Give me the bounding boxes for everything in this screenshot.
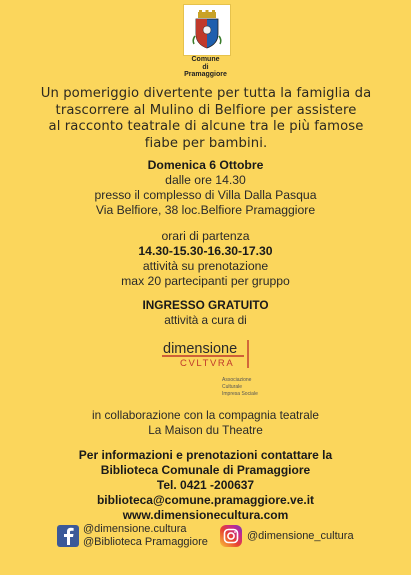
intro-text (36, 86, 376, 152)
instagram-social[interactable] (220, 522, 354, 550)
event-details (0, 158, 411, 218)
comune-line-3: Pramaggiore (184, 71, 227, 78)
dimensione-cultura-logo-graphic (160, 334, 290, 404)
comune-label (0, 56, 411, 79)
brand-sub-2: Culturale (222, 384, 243, 390)
schedule-max: max 20 partecipanti per gruppo (121, 274, 290, 288)
coat-of-arms-icon (192, 10, 222, 50)
info-library: Biblioteca Comunale di Pramaggiore (100, 463, 311, 477)
intro-line-1: Un pomeriggio divertente per tutta la famiglia da (40, 86, 372, 101)
event-address: Via Belfiore, 38 loc.Belfiore Pramaggiore (95, 203, 316, 217)
brand-sub-3: Impresa Sociale (222, 391, 258, 397)
event-time: dalle ore 14.30 (165, 173, 246, 187)
info-website[interactable]: www.dimensionecultura.com (122, 508, 289, 522)
coat-of-arms-logo (183, 4, 231, 56)
info-phone[interactable]: Tel. 0421 -200637 (156, 478, 255, 492)
contact-info (0, 448, 411, 523)
info-line-1: Per informazioni e prenotazioni contattare la (78, 448, 333, 462)
brand-name-top: dimensione (163, 341, 238, 357)
schedule-label: orari di partenza (161, 229, 250, 243)
facebook-handle-1[interactable]: @dimensione.cultura (83, 523, 187, 535)
collaboration (0, 408, 411, 438)
intro-line-3: al racconto teatrale di alcune tra le più famose (48, 119, 364, 134)
schedule (0, 229, 411, 289)
schedule-booking: attività su prenotazione (142, 259, 269, 273)
collab-line-2: La Maison du Theatre (148, 423, 263, 437)
comune-line-1: Comune (191, 56, 220, 63)
info-email[interactable]: biblioteca@comune.pramaggiore.ve.it (96, 493, 315, 507)
entry-info (0, 298, 411, 328)
event-date: Domenica 6 Ottobre (147, 158, 264, 172)
facebook-social[interactable] (57, 522, 208, 550)
facebook-handles (83, 523, 208, 549)
schedule-slots: 14.30-15.30-16.30-17.30 (138, 244, 273, 258)
brand-name-bottom: CVLTVRA (180, 358, 235, 369)
intro-line-4: fiabe per bambini. (144, 135, 268, 151)
comune-line-2: di (202, 63, 209, 71)
instagram-icon[interactable] (220, 525, 242, 547)
facebook-handle-2[interactable]: @Biblioteca Pramaggiore (83, 536, 208, 548)
brand-sub-1: Associazione (222, 377, 252, 383)
curated-by: attività a cura di (164, 313, 247, 327)
event-venue: presso il complesso di Villa Dalla Pasqua (94, 188, 317, 202)
collab-line-1: in collaborazione con la compagnia teatrale (92, 408, 319, 422)
instagram-handle[interactable]: @dimensione_cultura (247, 530, 354, 542)
dimensione-cultura-logo (160, 334, 290, 404)
free-entry: INGRESSO GRATUITO (142, 298, 269, 312)
facebook-icon[interactable] (57, 525, 79, 547)
intro-line-2: trascorrere al Mulino di Belfiore per assistere (55, 102, 357, 118)
